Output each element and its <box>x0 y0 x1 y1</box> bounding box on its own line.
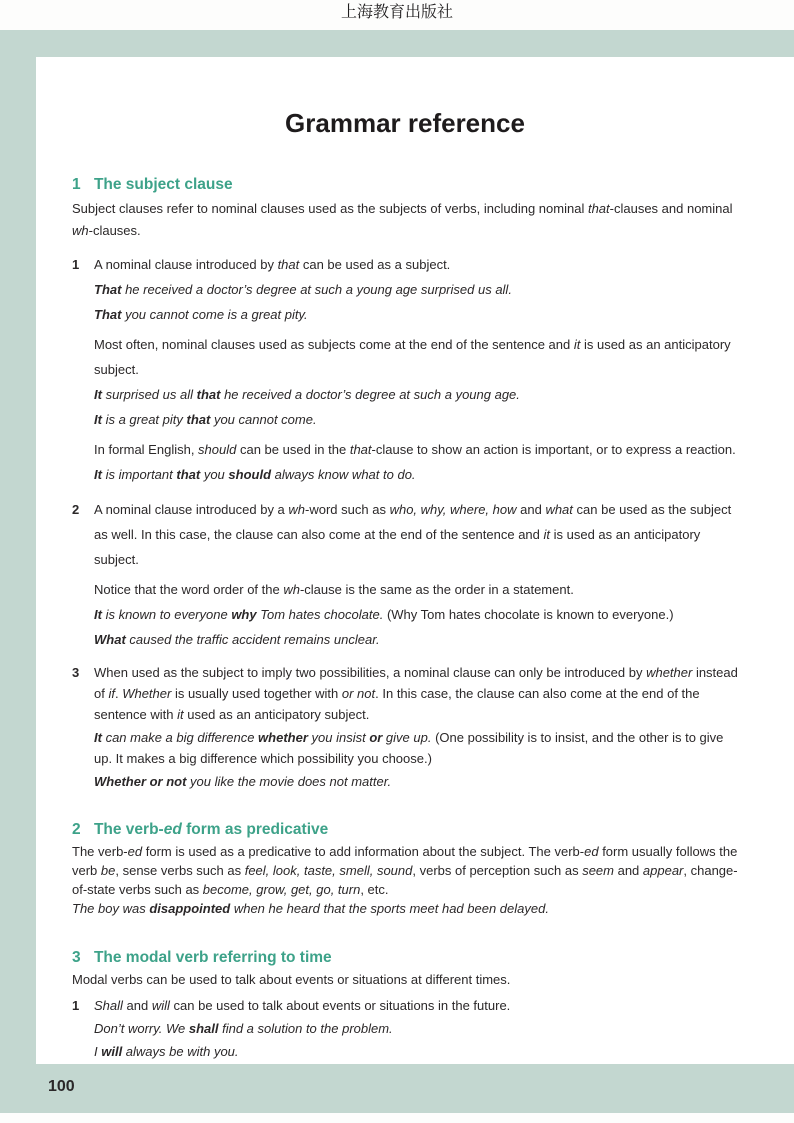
bottom-band <box>0 1113 794 1123</box>
page-title: Grammar reference <box>285 108 525 138</box>
item-number: 2 <box>72 502 80 517</box>
example-sentence: It is important that you should always know what to do. <box>94 467 416 482</box>
example-sentence: Whether or not you like the movie does not matter. <box>94 774 392 789</box>
example-sentence: It is known to everyone why Tom hates chocolate. (Why Tom hates chocolate is known to everyone.) <box>94 607 674 622</box>
paragraph: Shall and will can be used to talk about events or situations in the future. <box>94 998 511 1013</box>
example-sentence: It surprised us all that he received a doctor’s degree at such a young age. <box>94 387 520 402</box>
section-number: 2 <box>72 821 81 838</box>
section-number: 3 <box>72 949 81 966</box>
paragraph: Most often, nominal clauses used as subjects come at the end of the sentence and it is used as an anticipatory subject. <box>94 337 731 377</box>
section-heading <box>72 948 738 968</box>
example-sentence: Don’t worry. We shall find a solution to the problem. <box>94 1021 393 1036</box>
list-item-1 <box>72 252 738 487</box>
example-sentence: What caused the traffic accident remains unclear. <box>94 632 380 647</box>
paragraph: Modal verbs can be used to talk about events or situations at different times. <box>72 972 511 987</box>
item-number: 1 <box>72 998 80 1013</box>
publisher-name: 上海教育出版社 <box>340 4 453 21</box>
example-sentence: It is a great pity that you cannot come. <box>94 412 317 427</box>
paragraph: A nominal clause introduced by that can be used as a subject. <box>94 257 451 272</box>
section-title: The subject clause <box>93 176 233 193</box>
item-body <box>94 662 738 792</box>
paragraph: A nominal clause introduced by a wh-word such as who, why, where, how and what can be used as the subject as well. In this case, the clause can also come at the end of the sentence and it is used as an anticipatory subject. <box>94 502 732 567</box>
section-number: 1 <box>72 176 81 193</box>
paragraph: Notice that the word order of the wh-clause is the same as the order in a statement. <box>94 582 574 597</box>
list-item-3 <box>72 662 738 792</box>
example-sentence: That he received a doctor’s degree at such a young age surprised us all. <box>94 282 512 297</box>
item-number: 3 <box>72 665 80 680</box>
publisher-header-band <box>0 0 794 30</box>
paragraph: When used as the subject to imply two possibilities, a nominal clause can only be introduced by whether instead of if. Whether is usually used together with or not. In this case, the clause can also come at the end of the sentence with it used as an anticipatory subject. <box>94 665 738 722</box>
paragraph: The verb-ed form is used as a predicative to add information about the subject. The verb-ed form usually follows the verb be, sense verbs such as feel, look, taste, smell, sound, verbs of perception such as seem and appear, change-of-state verbs such as become, grow, get, go, turn, etc. <box>72 844 738 897</box>
section-intro-paragraph: Subject clauses refer to nominal clauses used as the subjects of verbs, including nominal that-clauses and nominal wh-clauses. <box>72 201 733 238</box>
item-body <box>94 252 738 487</box>
section-title: The verb-ed form as predicative <box>93 821 329 838</box>
page-number: 100 <box>48 1078 75 1095</box>
list-item-1 <box>72 994 738 1063</box>
item-body <box>94 497 738 652</box>
section-heading <box>72 820 738 840</box>
example-sentence: I will always be with you. <box>94 1044 239 1059</box>
section-subject-clause <box>72 175 738 792</box>
item-number: 1 <box>72 257 80 272</box>
section-modal-verb-time <box>72 948 738 1063</box>
paragraph: In formal English, should can be used in the that-clause to show an action is important, or to express a reaction. <box>94 442 736 457</box>
section-verb-ed-predicative <box>72 820 738 918</box>
list-item-2 <box>72 497 738 652</box>
example-sentence: It can make a big difference whether you insist or give up. (One possibility is to insist, and the other is to give up. It makes a big difference which possibility you choose.) <box>94 730 724 766</box>
example-sentence: That you cannot come is a great pity. <box>94 307 308 322</box>
section-title: The modal verb referring to time <box>93 949 332 966</box>
textbook-page <box>36 57 794 1064</box>
item-body <box>94 994 738 1063</box>
example-sentence: The boy was disappointed when he heard that the sports meet had been delayed. <box>72 901 549 916</box>
section-heading <box>72 175 738 195</box>
